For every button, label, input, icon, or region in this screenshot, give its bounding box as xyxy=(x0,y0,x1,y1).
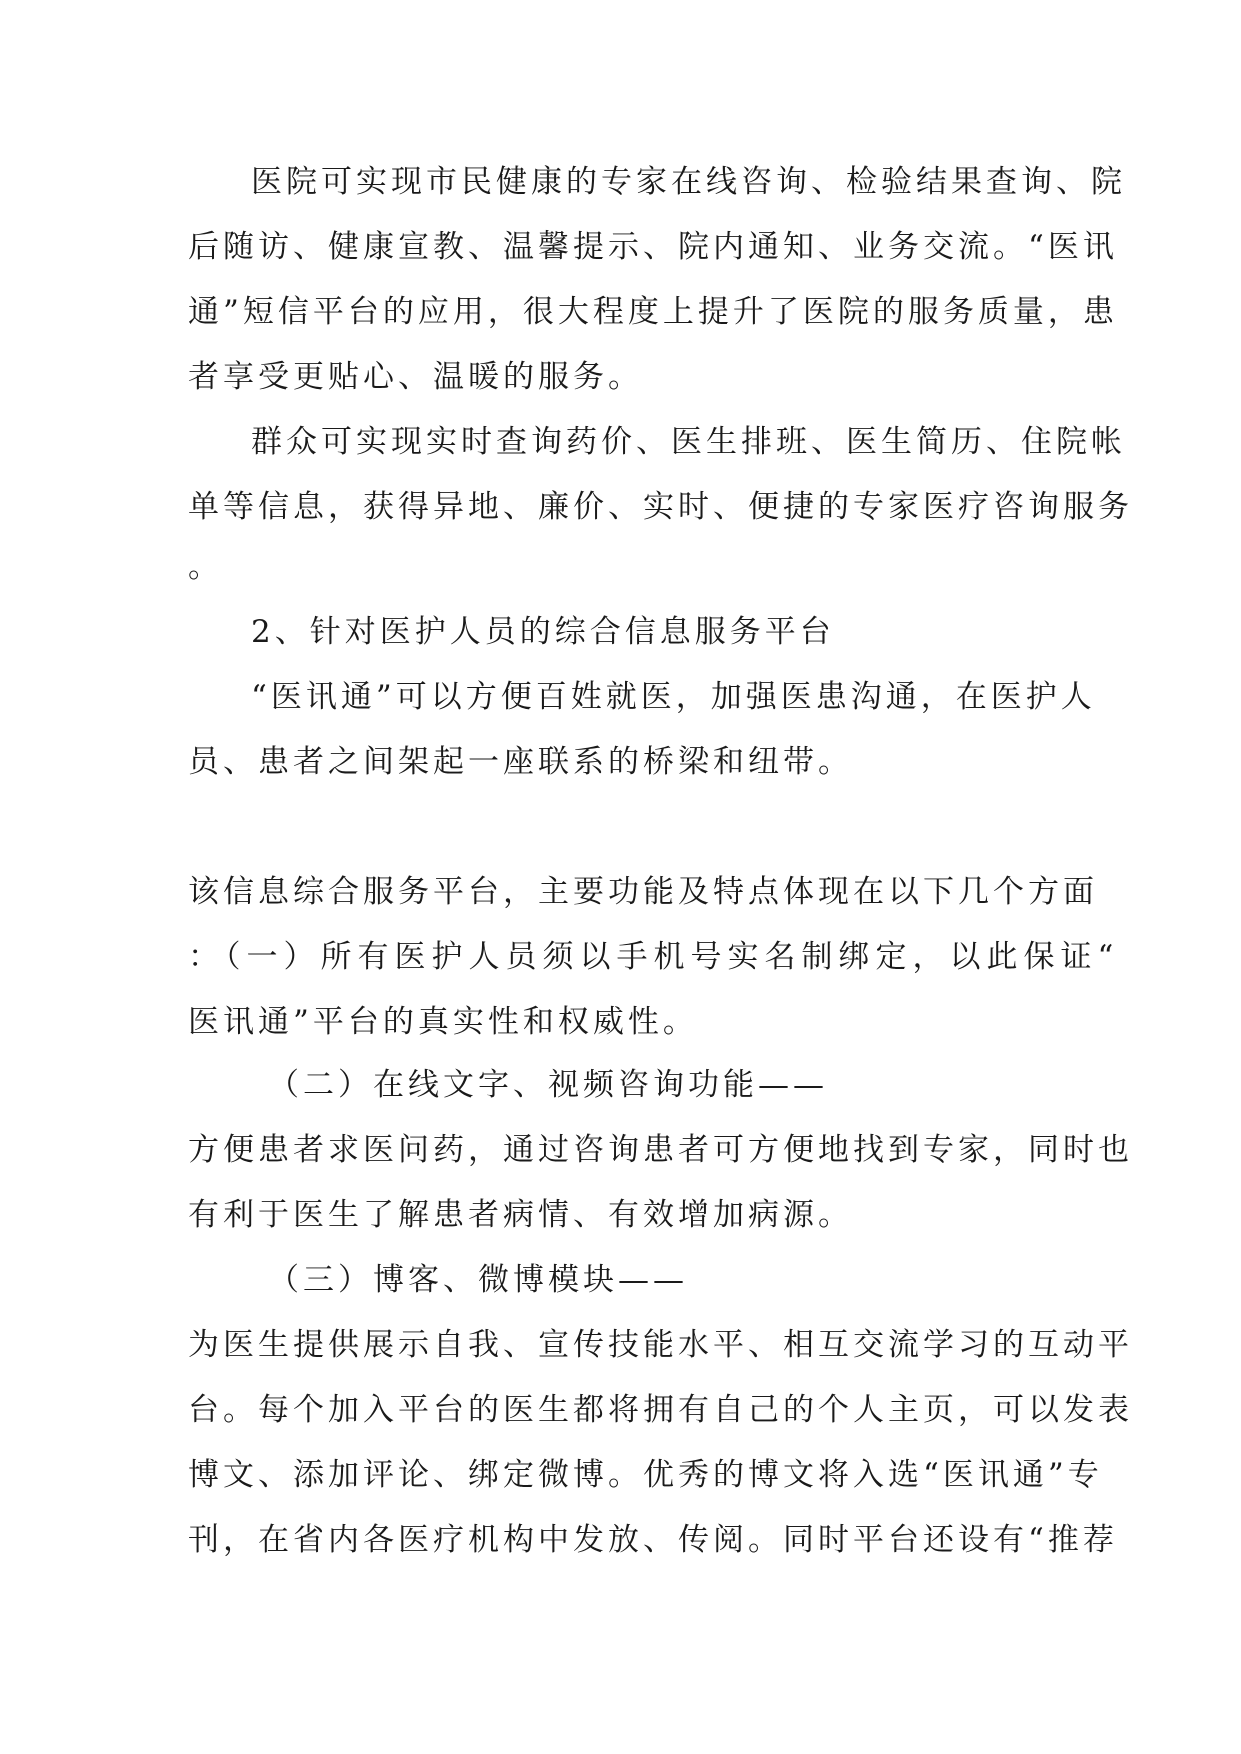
paragraph-1-line-4: 者享受更贴心、温暖的服务。 xyxy=(188,359,643,395)
item-3-line-2: 台。每个加入平台的医生都将拥有自己的个人主页，可以发表 xyxy=(188,1392,1133,1428)
item-3-heading: （三）博客、微博模块—— xyxy=(268,1262,688,1298)
paragraph-4-line-2: ：（一）所有医护人员须以手机号实名制绑定，以此保证“ xyxy=(188,939,1120,975)
paragraph-3-line-1: “医讯通”可以方便百姓就医，加强医患沟通，在医护人 xyxy=(251,679,1096,715)
item-2-heading: （二）在线文字、视频咨询功能—— xyxy=(268,1067,828,1103)
section-heading-2: 2、针对医护人员的综合信息服务平台 xyxy=(251,614,835,650)
paragraph-1-line-1: 医院可实现市民健康的专家在线咨询、检验结果查询、院 xyxy=(251,164,1126,200)
paragraph-4-line-1: 该信息综合服务平台，主要功能及特点体现在以下几个方面 xyxy=(188,874,1098,910)
item-2-line-2: 有利于医生了解患者病情、有效增加病源。 xyxy=(188,1197,853,1233)
paragraph-1-line-2: 后随访、健康宣教、温馨提示、院内通知、业务交流。“医讯 xyxy=(188,229,1118,265)
item-2-line-1: 方便患者求医问药，通过咨询患者可方便地找到专家，同时也 xyxy=(188,1132,1133,1168)
paragraph-4-line-3: 医讯通”平台的真实性和权威性。 xyxy=(188,1004,698,1040)
item-3-line-3: 博文、添加评论、绑定微博。优秀的博文将入选“医讯通”专 xyxy=(188,1457,1103,1493)
paragraph-1-line-3: 通”短信平台的应用，很大程度上提升了医院的服务质量，患 xyxy=(188,294,1118,330)
item-3-line-4: 刊，在省内各医疗机构中发放、传阅。同时平台还设有“推荐 xyxy=(188,1522,1118,1558)
paragraph-2-line-1: 群众可实现实时查询药价、医生排班、医生简历、住院帐 xyxy=(251,424,1126,460)
paragraph-2-line-2: 单等信息，获得异地、廉价、实时、便捷的专家医疗咨询服务 xyxy=(188,489,1133,525)
paragraph-2-line-3: 。 xyxy=(188,549,223,585)
item-3-line-1: 为医生提供展示自我、宣传技能水平、相互交流学习的互动平 xyxy=(188,1327,1133,1363)
paragraph-3-line-2: 员、患者之间架起一座联系的桥梁和纽带。 xyxy=(188,744,853,780)
